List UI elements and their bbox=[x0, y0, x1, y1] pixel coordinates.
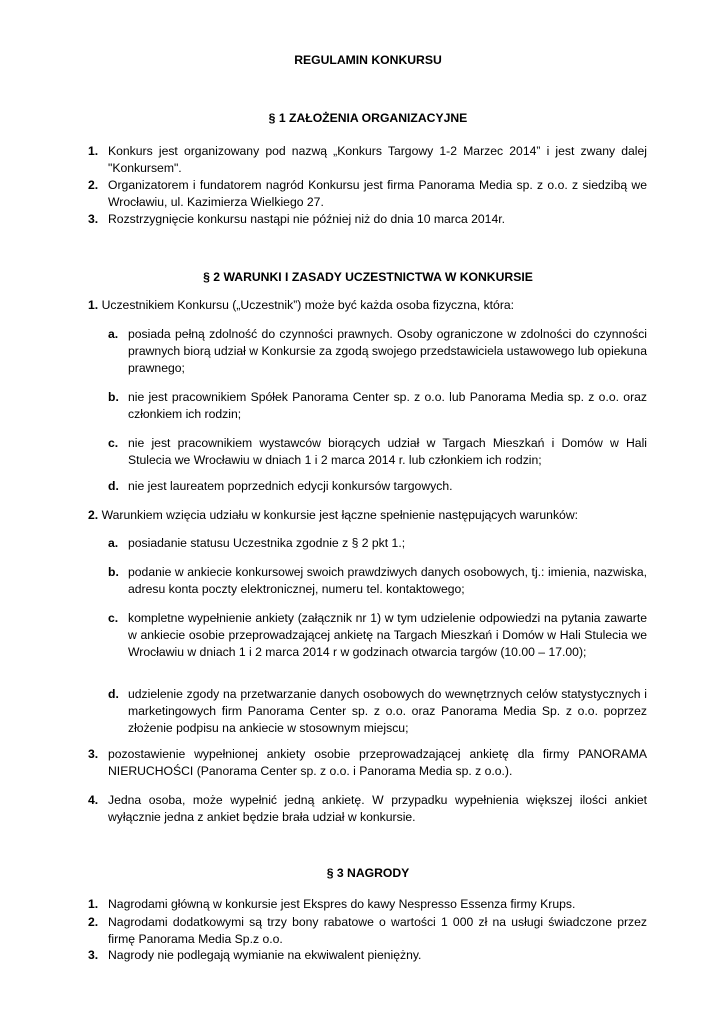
item-text: nie jest pracownikiem Spółek Panorama Center sp. z o.o. lub Panorama Media sp. z o.o. oraz członkiem ich rodzin; bbox=[128, 390, 647, 421]
section-2-heading: § 2 WARUNKI I ZASADY UCZESTNICTWA W KONKURSIE bbox=[203, 270, 533, 284]
section-2-p2-item-d bbox=[108, 686, 647, 737]
section-2-paragraph-1 bbox=[88, 297, 647, 314]
item-number: 1. bbox=[88, 897, 99, 911]
item-letter: a. bbox=[108, 327, 119, 341]
section-2-p1-item-d bbox=[108, 478, 647, 495]
section-2-p2-item-a bbox=[108, 535, 647, 552]
section-1-item-3 bbox=[88, 211, 647, 228]
item-text: Nagrodami główną w konkursie jest Ekspres do kawy Nespresso Essenza firmy Krups. bbox=[108, 897, 576, 911]
section-1-item-2 bbox=[88, 177, 647, 211]
item-text: Organizatorem i fundatorem nagród Konkursu jest firma Panorama Media sp. z o.o. z siedzibą we Wrocławiu, ul. Kazimierza Wielkiego 27. bbox=[108, 178, 647, 209]
item-letter: b. bbox=[108, 565, 119, 579]
item-text: Nagrody nie podlegają wymianie na ekwiwalent pieniężny. bbox=[108, 948, 422, 962]
item-text: Rozstrzygnięcie konkursu nastąpi nie później niż do dnia 10 marca 2014r. bbox=[108, 212, 505, 226]
item-text: kompletne wypełnienie ankiety (załącznik nr 1) w tym udzielenie odpowiedzi na pytania zawarte w ankiecie osobie przeprowadzającej ankietę na Targach Mieszkań i Domów w Hali Stulecia we Wrocławiu w dniach 1 i 2 marca 2014 r w godzinach otwarcia targów (10.00 – 17.00); bbox=[128, 611, 647, 659]
item-text: podanie w ankiecie konkursowej swoich prawdziwych danych osobowych, tj.: imienia, nazwiska, adresu konta poczty elektronicznej, numeru tel. kontaktowego; bbox=[128, 565, 647, 596]
item-text: posiadanie statusu Uczestnika zgodnie z § 2 pkt 1.; bbox=[128, 536, 406, 550]
section-2-p2-item-c bbox=[108, 610, 647, 661]
item-text: udzielenie zgody na przetwarzanie danych osobowych do wewnętrznych celów statystycznych i marketingowych firm Panorama Center sp. z o.o. oraz Panorama Media Sp. z o.o. poprzez złożenie podpisu na ankiecie w stosownym miejscu; bbox=[128, 687, 647, 735]
section-2-p2-item-b bbox=[108, 564, 647, 598]
paragraph-number: 4. bbox=[88, 793, 99, 807]
item-number: 3. bbox=[88, 212, 99, 226]
section-2-p1-item-c bbox=[108, 435, 647, 469]
section-1-heading: § 1 ZAŁOŻENIA ORGANIZACYJNE bbox=[268, 111, 468, 125]
paragraph-text: Uczestnikiem Konkursu („Uczestnik”) może być każda osoba fizyczna, która: bbox=[101, 298, 515, 312]
item-letter: c. bbox=[108, 611, 119, 625]
section-3-item-3 bbox=[88, 947, 647, 964]
item-letter: c. bbox=[108, 436, 119, 450]
item-text: nie jest pracownikiem wystawców biorących udział w Targach Mieszkań i Domów w Hali Stulecia we Wrocławiu w dniach 1 i 2 marca 2014 r. lub członkiem ich rodzin; bbox=[128, 436, 647, 467]
section-2-p1-item-a bbox=[108, 326, 647, 377]
item-letter: d. bbox=[108, 687, 119, 701]
item-letter: b. bbox=[108, 390, 119, 404]
item-text: Nagrodami dodatkowymi są trzy bony rabatowe o wartości 1 000 zł na usługi świadczone przez firmę Panorama Media Sp.z o.o. bbox=[108, 915, 647, 946]
section-3-heading: § 3 NAGRODY bbox=[326, 866, 410, 880]
paragraph-number: 2. bbox=[88, 508, 99, 522]
item-number: 2. bbox=[88, 178, 99, 192]
item-text: posiada pełną zdolność do czynności prawnych. Osoby ograniczone w zdolności do czynności prawnych biorą udział w Konkursie za zgodą swojego przedstawiciela ustawowego lub opiekuna prawnego; bbox=[128, 327, 647, 375]
paragraph-text: pozostawienie wypełnionej ankiety osobie przeprowadzającej ankietę dla firmy PANORAMA NIERUCHOŚCI (Panorama Center sp. z o.o. i Panorama Media sp. z o.o.). bbox=[108, 747, 647, 778]
item-number: 2. bbox=[88, 915, 99, 929]
section-2-p1-item-b bbox=[108, 389, 647, 423]
section-1-item-1 bbox=[88, 143, 647, 177]
item-letter: a. bbox=[108, 536, 119, 550]
section-2-paragraph-4 bbox=[88, 792, 647, 826]
paragraph-number: 1. bbox=[88, 298, 99, 312]
item-number: 3. bbox=[88, 948, 99, 962]
section-2-paragraph-3 bbox=[88, 746, 647, 780]
section-3-item-1 bbox=[88, 896, 647, 913]
document-title: REGULAMIN KONKURSU bbox=[294, 53, 442, 67]
paragraph-number: 3. bbox=[88, 747, 99, 761]
item-letter: d. bbox=[108, 479, 119, 493]
section-2-paragraph-2 bbox=[88, 507, 647, 524]
item-number: 1. bbox=[88, 144, 99, 158]
paragraph-text: Warunkiem wzięcia udziału w konkursie jest łączne spełnienie następujących warunków: bbox=[101, 508, 579, 522]
item-text: nie jest laureatem poprzednich edycji konkursów targowych. bbox=[128, 479, 453, 493]
section-3-item-2 bbox=[88, 914, 647, 948]
item-text: Konkurs jest organizowany pod nazwą „Konkurs Targowy 1-2 Marzec 2014” i jest zwany dalej "Konkursem". bbox=[108, 144, 647, 175]
paragraph-text: Jedna osoba, może wypełnić jedną ankietę. W przypadku wypełnienia większej ilości ankiet wyłącznie jedna z ankiet będzie brała udział w konkursie. bbox=[108, 793, 647, 824]
